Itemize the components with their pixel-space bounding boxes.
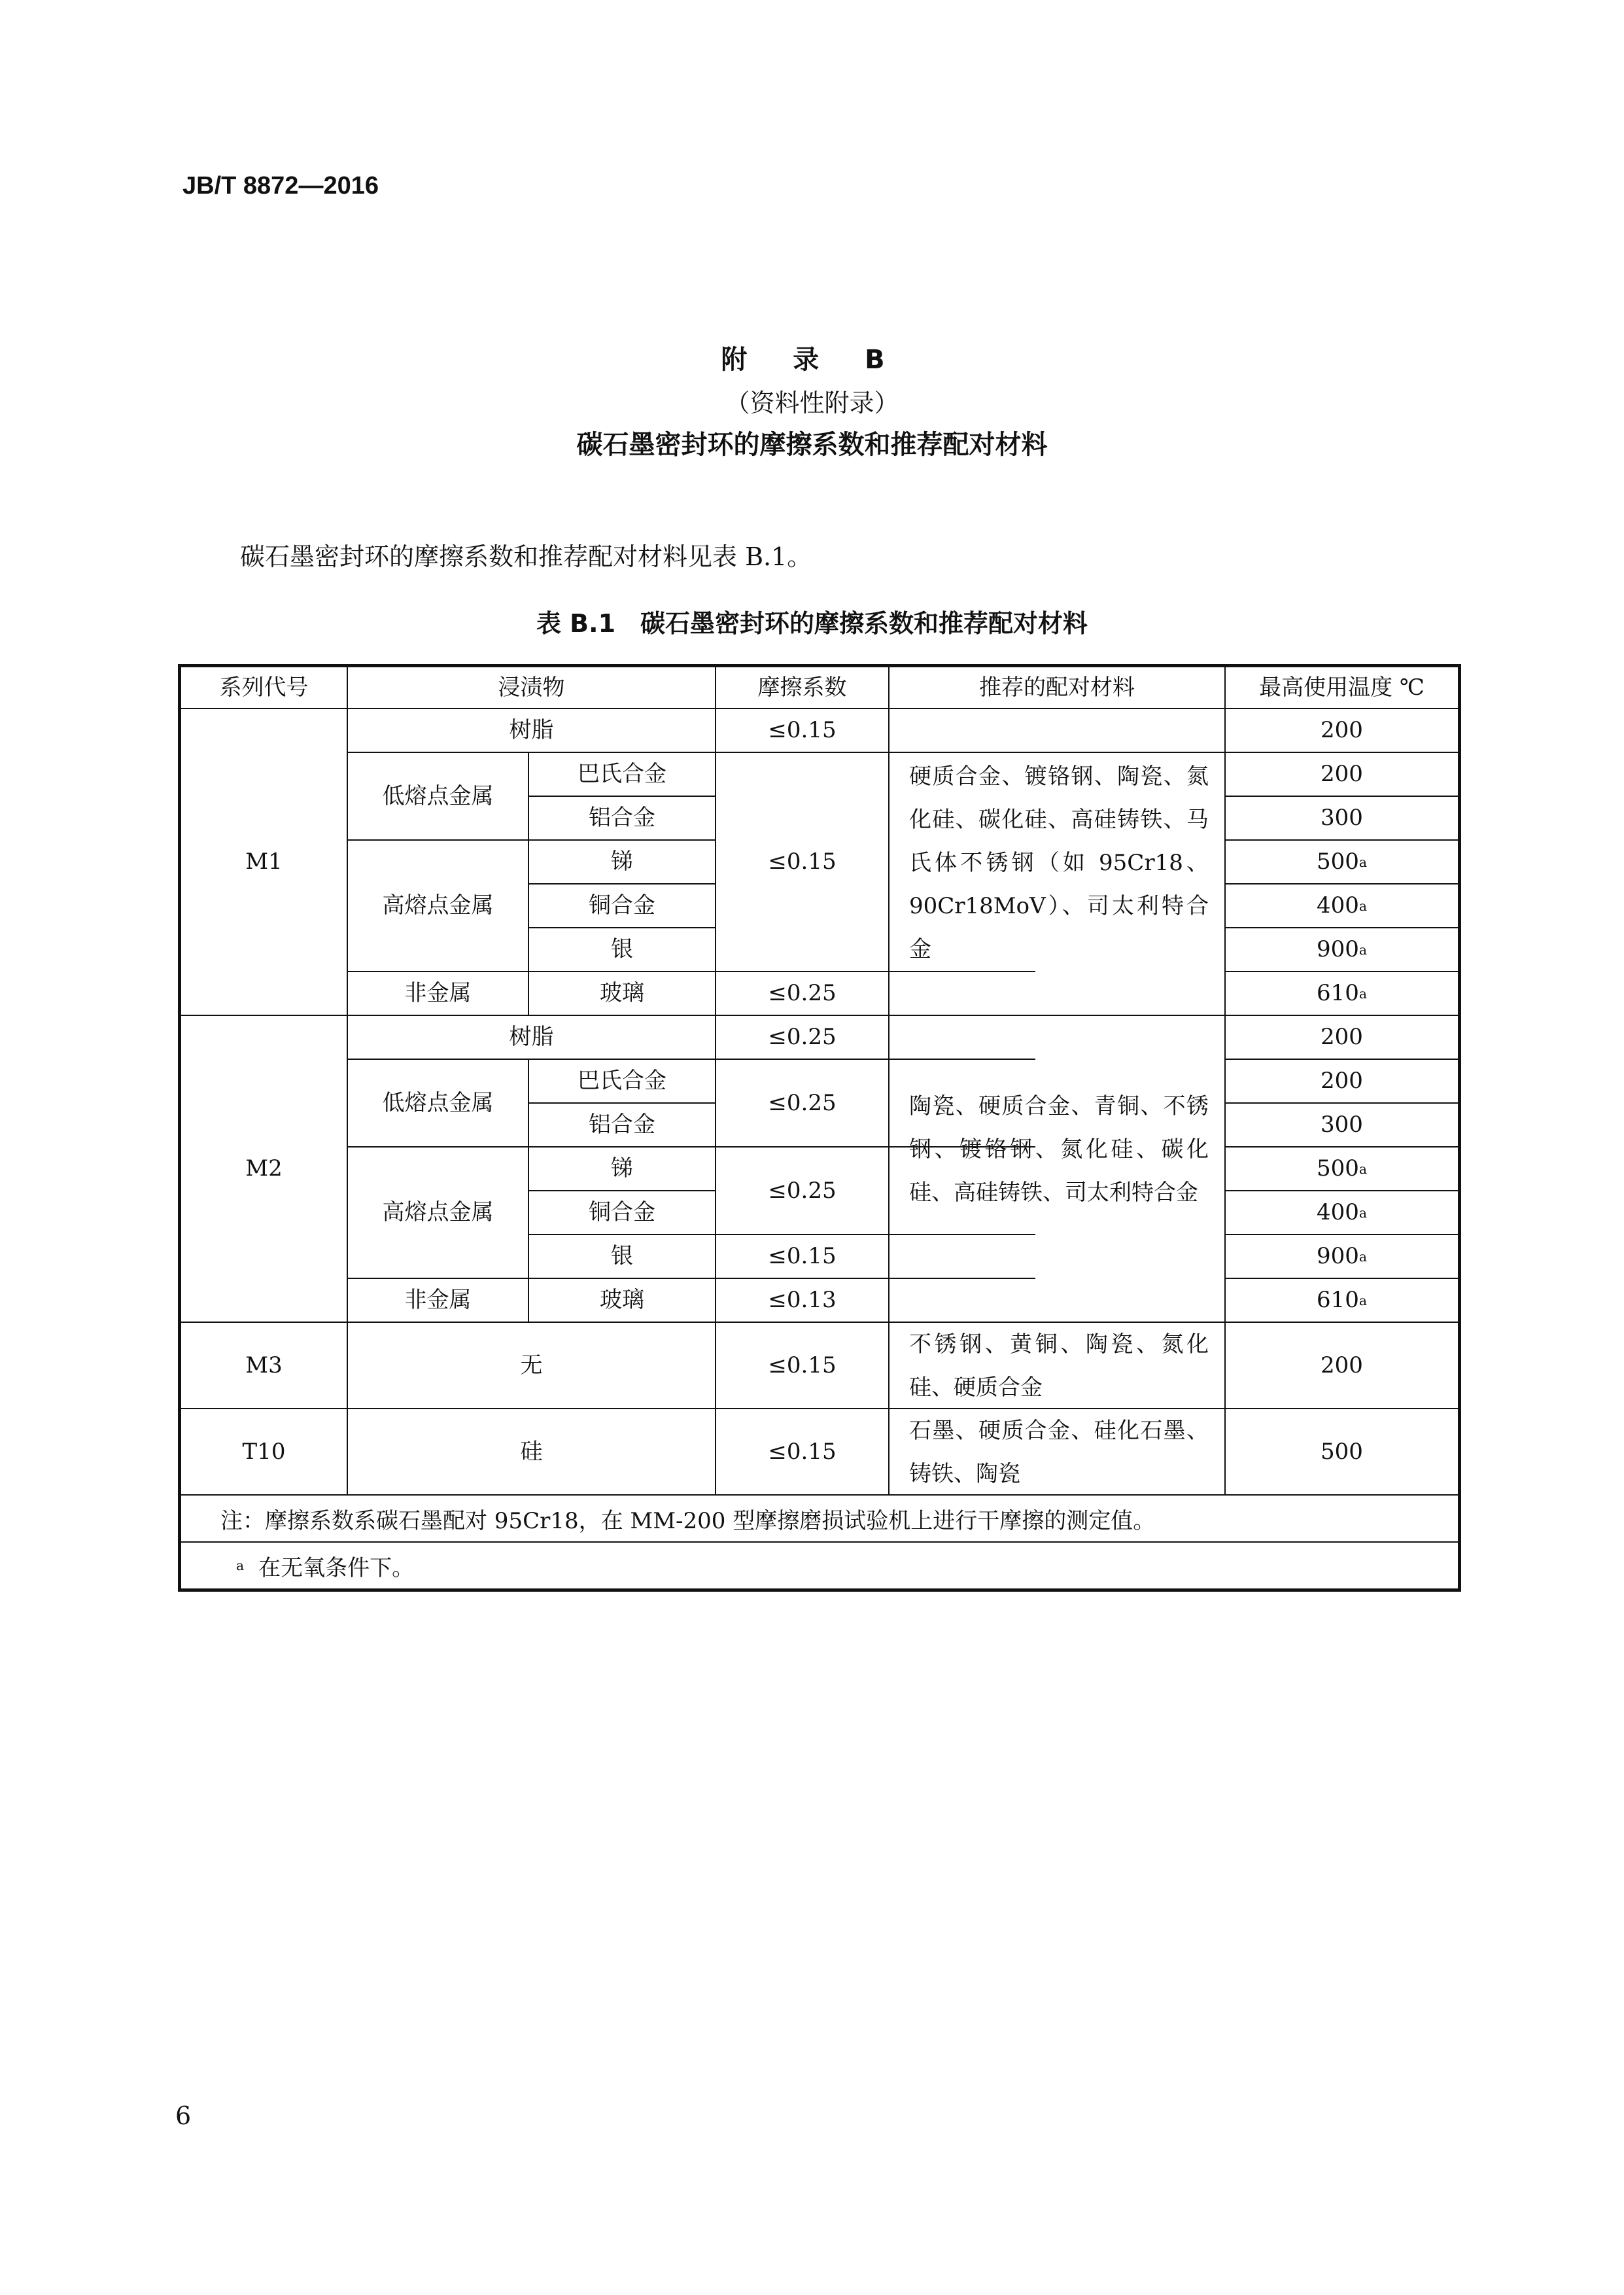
temp-value: 610 a xyxy=(1316,1287,1368,1314)
mating-materials-m1: 硬质合金、镀铬钢、陶瓷、氮化硅、碳化硅、高硅铸铁、马氏体不锈钢（如 95Cr18、90Cr18MoV）、司太利特合金 xyxy=(909,763,1209,962)
mating-materials-t10: 石墨、硬质合金、硅化石墨、铸铁、陶瓷 xyxy=(909,1418,1209,1487)
header-temp: 最高使用温度 ℃ xyxy=(1259,674,1425,701)
material-glass: 玻璃 xyxy=(600,1287,644,1314)
friction-value: ≤0.15 xyxy=(768,717,837,744)
material-glass: 玻璃 xyxy=(600,980,644,1007)
impregnant-low-melt: 低熔点金属 xyxy=(382,782,494,809)
annex-heading: 碳石墨密封环的摩擦系数和推荐配对材料 xyxy=(576,430,1048,460)
header-friction: 摩擦系数 xyxy=(757,674,847,701)
friction-value: ≤0.25 xyxy=(768,980,837,1007)
friction-value: ≤0.15 xyxy=(768,1352,837,1378)
impregnant-high-melt: 高熔点金属 xyxy=(382,1199,494,1226)
friction-value: ≤0.25 xyxy=(768,1089,837,1116)
document-id: JB/T 8872—2016 xyxy=(182,172,379,200)
series-code-m3: M3 xyxy=(245,1352,283,1378)
table-caption: 表 B.1 碳石墨密封环的摩擦系数和推荐配对材料 xyxy=(536,609,1088,638)
friction-value: ≤0.15 xyxy=(768,1243,837,1270)
annex-subtitle: （资料性附录） xyxy=(725,389,899,417)
friction-value: ≤0.25 xyxy=(768,1177,837,1204)
temp-value: 300 xyxy=(1321,805,1363,832)
friction-value: ≤0.15 xyxy=(768,849,837,875)
temp-value: 200 xyxy=(1321,1352,1363,1378)
material-copper: 铜合金 xyxy=(589,1199,655,1226)
temp-value: 500 a xyxy=(1316,849,1368,875)
temp-value: 500 xyxy=(1321,1438,1363,1465)
page-number: 6 xyxy=(175,2101,192,2130)
impregnant-low-melt: 低熔点金属 xyxy=(382,1089,494,1116)
friction-value: ≤0.15 xyxy=(768,1438,837,1465)
friction-value: ≤0.13 xyxy=(768,1287,837,1314)
friction-table xyxy=(178,664,1461,1592)
temp-value: 900 a xyxy=(1316,1243,1368,1270)
material-antimony: 锑 xyxy=(611,1155,633,1182)
impregnant-nonmetal: 非金属 xyxy=(404,1287,472,1314)
material-copper: 铜合金 xyxy=(589,892,655,919)
material-silver: 银 xyxy=(611,936,633,963)
annex-title: 附 录 B xyxy=(721,345,903,375)
impregnant-none: 无 xyxy=(520,1352,543,1378)
temp-value: 200 xyxy=(1321,1024,1363,1051)
table-footnote: a 在无氧条件下。 xyxy=(236,1554,415,1581)
temp-value: 300 xyxy=(1321,1112,1363,1138)
material-aluminum: 铝合金 xyxy=(589,805,655,832)
impregnant-high-melt: 高熔点金属 xyxy=(382,892,494,919)
friction-value: ≤0.25 xyxy=(768,1024,837,1051)
impregnant-nonmetal: 非金属 xyxy=(404,980,472,1007)
series-code-t10: T10 xyxy=(242,1438,286,1465)
temp-value: 900 a xyxy=(1316,936,1368,963)
temp-value: 610 a xyxy=(1316,980,1368,1007)
material-antimony: 锑 xyxy=(611,849,633,875)
temp-value: 400 a xyxy=(1316,1199,1368,1226)
temp-value: 200 xyxy=(1321,761,1363,788)
series-code-m2: M2 xyxy=(245,1155,283,1182)
table-note: 注：摩擦系数系碳石墨配对 95Cr18，在 MM-200 型摩擦磨损试验机上进行干摩擦的测定值。 xyxy=(220,1507,1156,1534)
material-aluminum: 铝合金 xyxy=(589,1112,655,1138)
series-code-m1: M1 xyxy=(245,849,283,875)
material-babbitt: 巴氏合金 xyxy=(578,761,666,788)
impregnant-silicon: 硅 xyxy=(520,1438,543,1465)
header-series: 系列代号 xyxy=(219,674,309,701)
temp-value: 500 a xyxy=(1316,1155,1368,1182)
mating-materials-m3: 不锈钢、黄铜、陶瓷、氮化硅、硬质合金 xyxy=(909,1331,1209,1401)
material-silver: 银 xyxy=(611,1243,633,1270)
header-impregnant: 浸渍物 xyxy=(498,674,565,701)
intro-paragraph: 碳石墨密封环的摩擦系数和推荐配对材料见表 B.1。 xyxy=(240,542,812,571)
mating-materials-m2: 陶瓷、硬质合金、青铜、不锈钢、镀铬钢、氮化硅、碳化硅、高硅铸铁、司太利特合金 xyxy=(909,1093,1209,1206)
temp-value: 200 xyxy=(1321,717,1363,744)
material-babbitt: 巴氏合金 xyxy=(578,1068,666,1095)
header-mating: 推荐的配对材料 xyxy=(979,674,1135,701)
impregnant-resin: 树脂 xyxy=(509,717,554,744)
temp-value: 200 xyxy=(1321,1068,1363,1095)
impregnant-resin: 树脂 xyxy=(509,1024,554,1051)
temp-value: 400 a xyxy=(1316,892,1368,919)
